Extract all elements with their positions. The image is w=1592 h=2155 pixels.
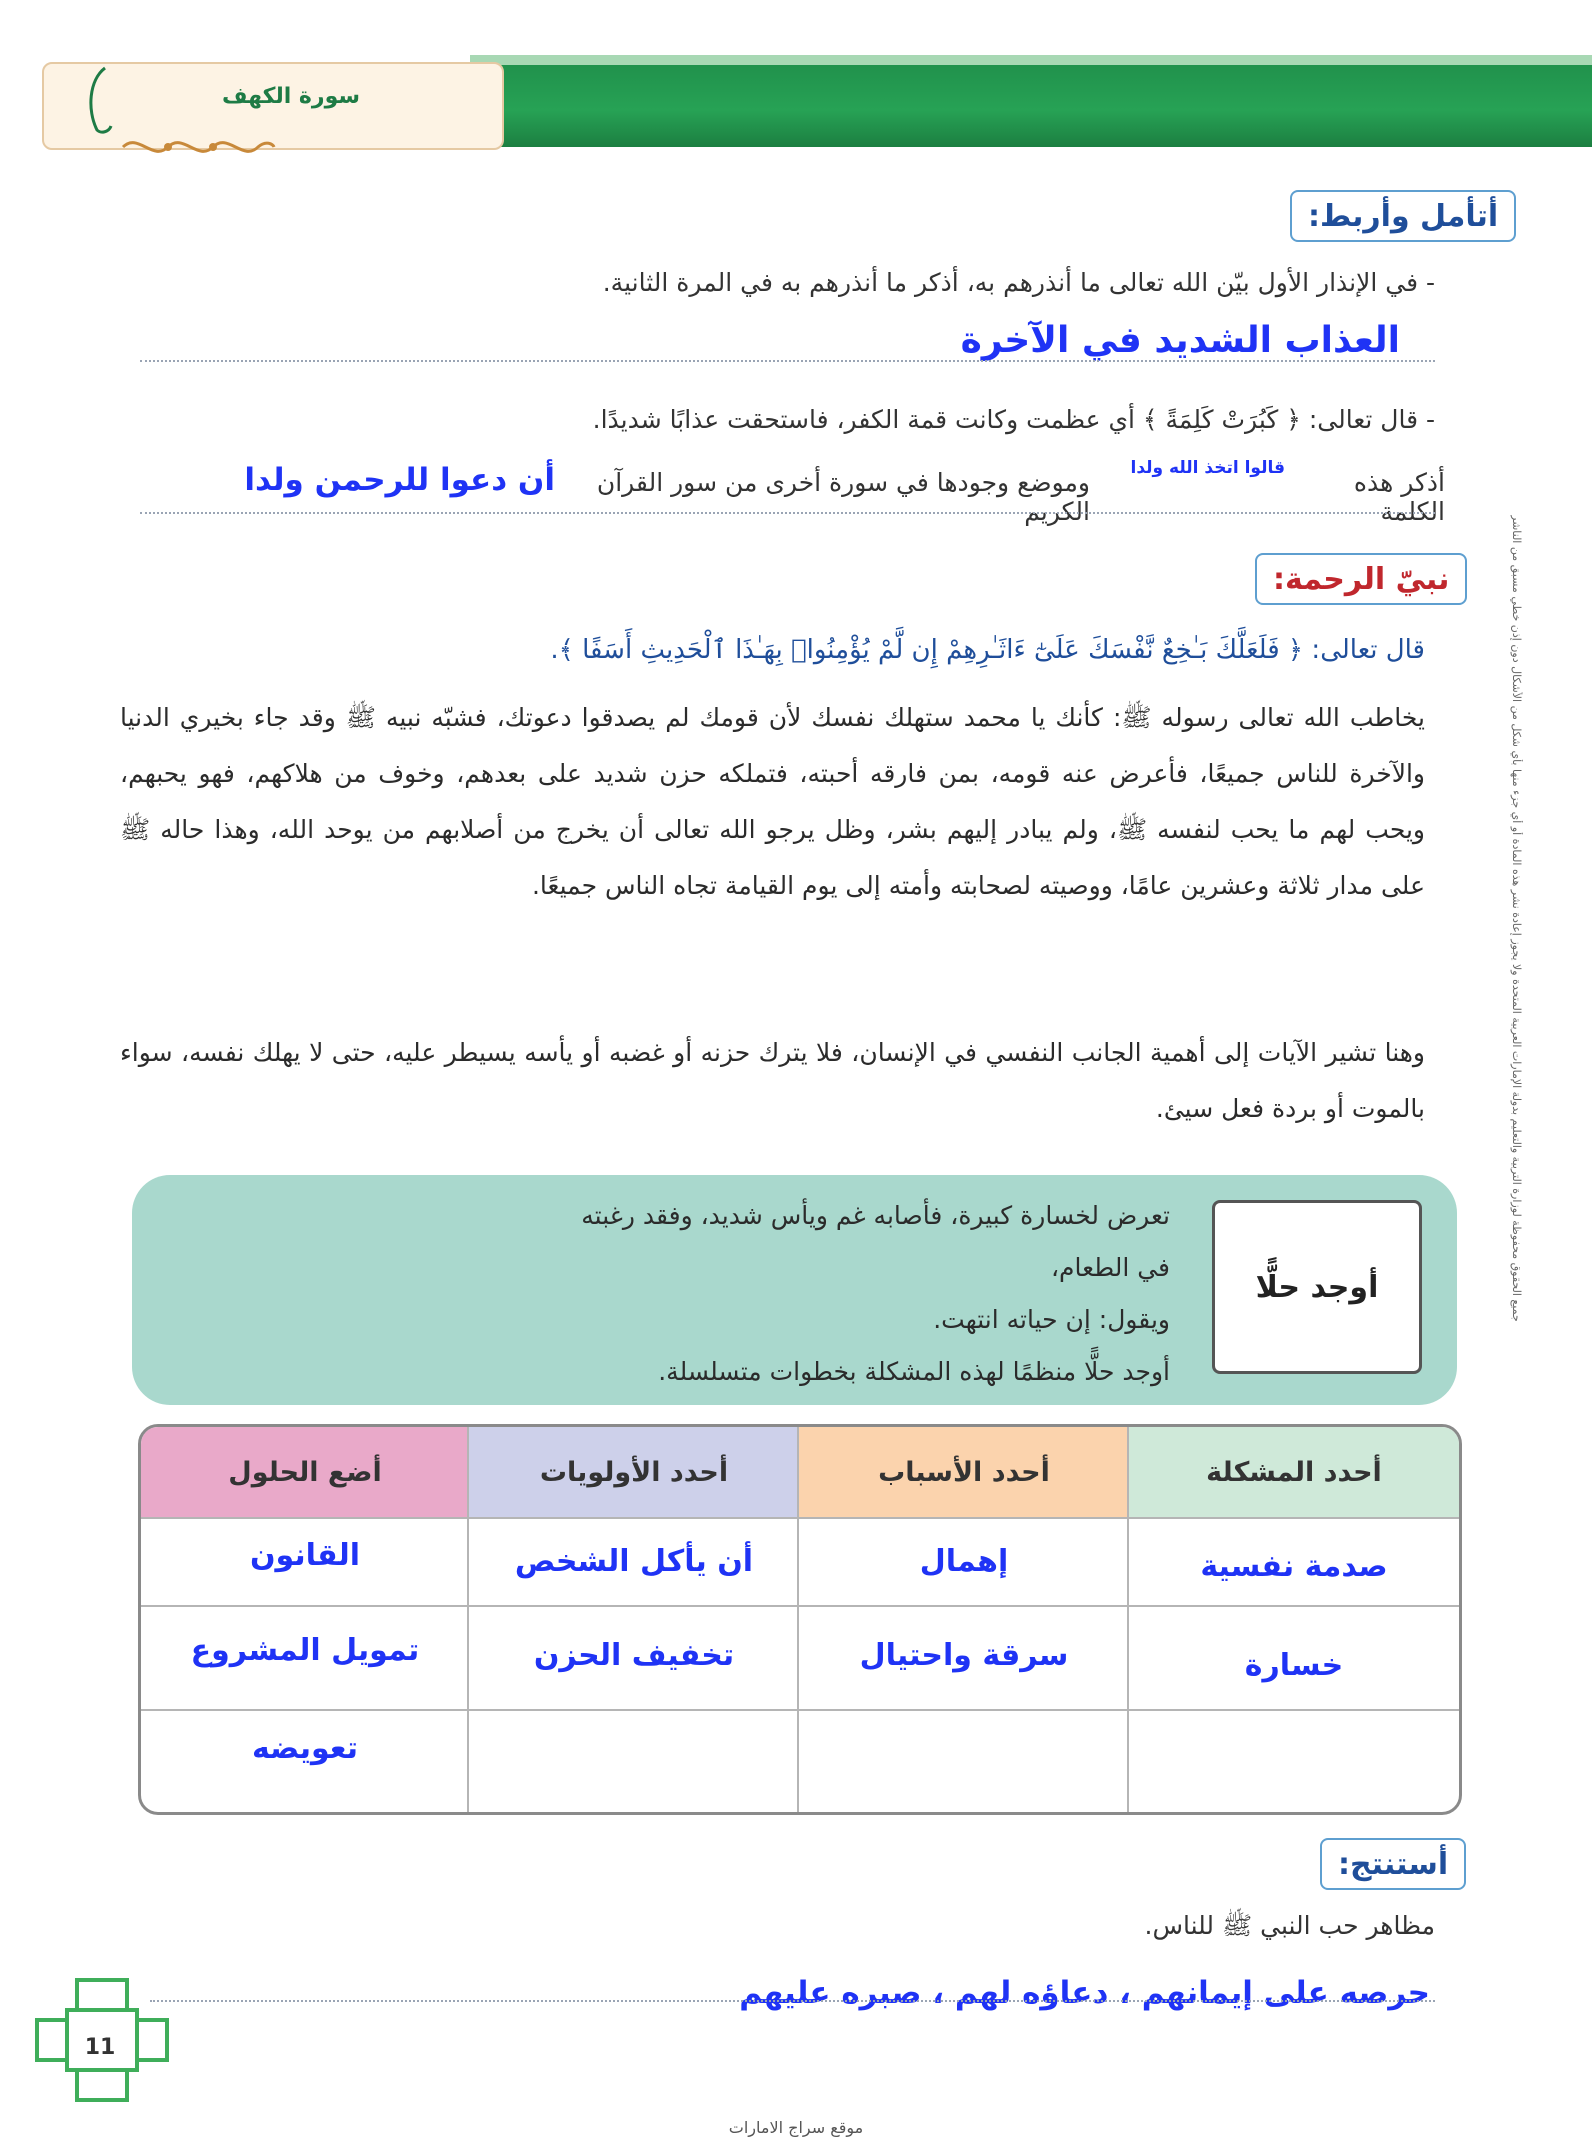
table-header-causes: أحدد الأسباب (799, 1427, 1129, 1517)
table-cell: تعويضه (251, 1730, 359, 1766)
question-1: - في الإنذار الأول بيّن الله تعالى ما أنذرهم به، أذكر ما أنذرهم به في المرة الثانية. (602, 268, 1435, 297)
table-cell: صدمة نفسية (1200, 1548, 1388, 1584)
ornament-icon (118, 132, 278, 162)
footer-source: موقع سراج الامارات (728, 2118, 864, 2137)
section-title-reflect: أتأمل وأربط: (1290, 190, 1516, 242)
table-cell (469, 1712, 799, 1804)
table-divider (141, 1709, 1459, 1711)
header-band-highlight (470, 55, 1592, 65)
table-cell: أن يأكل الشخص (514, 1543, 754, 1579)
table-divider (797, 1427, 799, 1812)
table-divider (467, 1427, 469, 1812)
paragraph-2: وهنا تشير الآيات إلى أهمية الجانب النفسي في الإنسان، فلا يترك حزنه أو غضبه أو يأسه يسيطر عليه، حتى لا يهلك نفسه، سواء بالموت أو بردة فعل سيئ. (120, 1038, 1425, 1123)
question-2: - قال تعالى: ﴿ كَبُرَتْ كَلِمَةً ﴾ أي عظمت وكانت قمة الكفر، فاستحقت عذابًا شديدًا. (592, 405, 1435, 434)
table-divider (141, 1517, 1459, 1519)
answer-3: أن دعوا للرحمن ولدا (244, 462, 555, 498)
conclude-prompt: مظاهر حب النبي ﷺ للناس. (1144, 1911, 1435, 1940)
flourish-icon (75, 60, 115, 140)
table-header-solutions: أضع الحلول (141, 1427, 469, 1517)
answer-1: العذاب الشديد في الآخرة (960, 320, 1400, 361)
header-band (470, 55, 1592, 147)
problem-text (560, 1190, 1170, 1398)
copyright-side-note: جميع الحقوق محفوظة لوزارة التربية والتعليم بدولة الإمارات العربية المتحدة ولا يجوز إعادة نشر هذه المادة أو أي جزء منها بأي شكل من الأشكال دون إذن خطي مسبق من الناشر (1510, 515, 1523, 1322)
problem-line-1: تعرض لخسارة كبيرة، فأصابه غم ويأس شديد، وفقد رغبته في الطعام، (581, 1201, 1170, 1282)
table-cell: القانون (249, 1537, 361, 1573)
chapter-title: سورة الكهف (221, 84, 360, 109)
answer-line-1 (140, 360, 1435, 362)
question-3-part-1: أذكر هذه الكلمة (1353, 468, 1445, 526)
section-title-mercy: نبيّ الرحمة: (1255, 553, 1467, 605)
conclude-answer: حرصه على إيمانهم ، دعاؤه لهم ، صبره عليهم (739, 1975, 1430, 2011)
table-header-problem: أحدد المشكلة (1129, 1427, 1459, 1517)
answer-3-small: قالوا اتخذ الله ولدا (1130, 458, 1285, 478)
table-cell: إهمال (919, 1543, 1009, 1579)
table-cell (799, 1712, 1129, 1804)
table-divider (1127, 1427, 1129, 1812)
answer-line-conclude (150, 2000, 1435, 2002)
table-cell: خسارة (1244, 1647, 1344, 1683)
solution-table (138, 1424, 1462, 1815)
paragraph-1: يخاطب الله تعالى رسوله ﷺ: كأنك يا محمد ستهلك نفسك لأن قومك لم يصدقوا دعوتك، فشبّه نبيه ﷺ وقد جاء بخيري الدنيا والآخرة للناس جميعًا، فأعرض عنه قومه، بمن فارقه أحبته، فتملكه حزن شديد على بعدهم، وخوف من هلاكهم، فهو يحبهم، ويحب لهم ما يحب لنفسه ﷺ، ولم يبادر إليهم بشر، وظل يرجو الله تعالى أن يخرج من أصلابهم من يوحد الله، وهذا حاله ﷺ على مدار ثلاثة وعشرين عامًا، ووصيته لصحابته وأمته إلى يوم القيامة تجاه الناس جميعًا. (120, 703, 1425, 900)
answer-line-3 (140, 512, 1435, 514)
problem-line-2: ويقول: إن حياته انتهت. (933, 1305, 1170, 1334)
table-header-priorities: أحدد الأولويات (469, 1427, 799, 1517)
table-divider (141, 1605, 1459, 1607)
table-cell: تخفيف الحزن (533, 1637, 735, 1673)
table-cell: سرقة واحتيال (859, 1637, 1069, 1673)
find-solution-label: أوجد حلًّا (1212, 1200, 1422, 1374)
page-number: 11 (84, 2035, 116, 2060)
table-cell (1129, 1712, 1459, 1804)
section-title-conclude: أستنتج: (1320, 1838, 1466, 1890)
verse-line: قال تعالى: ﴿ فَلَعَلَّكَ بَـٰخِعٌ نَّفْسَكَ عَلَىٰٓ ءَاثَـٰرِهِمْ إِن لَّمْ يُؤْمِنُوا۟ بِهَـٰذَا ٱلْحَدِيثِ أَسَفًا ﴾. (550, 635, 1425, 665)
problem-line-3: أوجد حلًّا منظمًا لهذه المشكلة بخطوات متسلسلة. (658, 1357, 1170, 1386)
question-3-part-2: وموضع وجودها في سورة أخرى من سور القرآن الكريم (596, 468, 1090, 526)
table-cell: تمويل المشروع (190, 1632, 420, 1668)
